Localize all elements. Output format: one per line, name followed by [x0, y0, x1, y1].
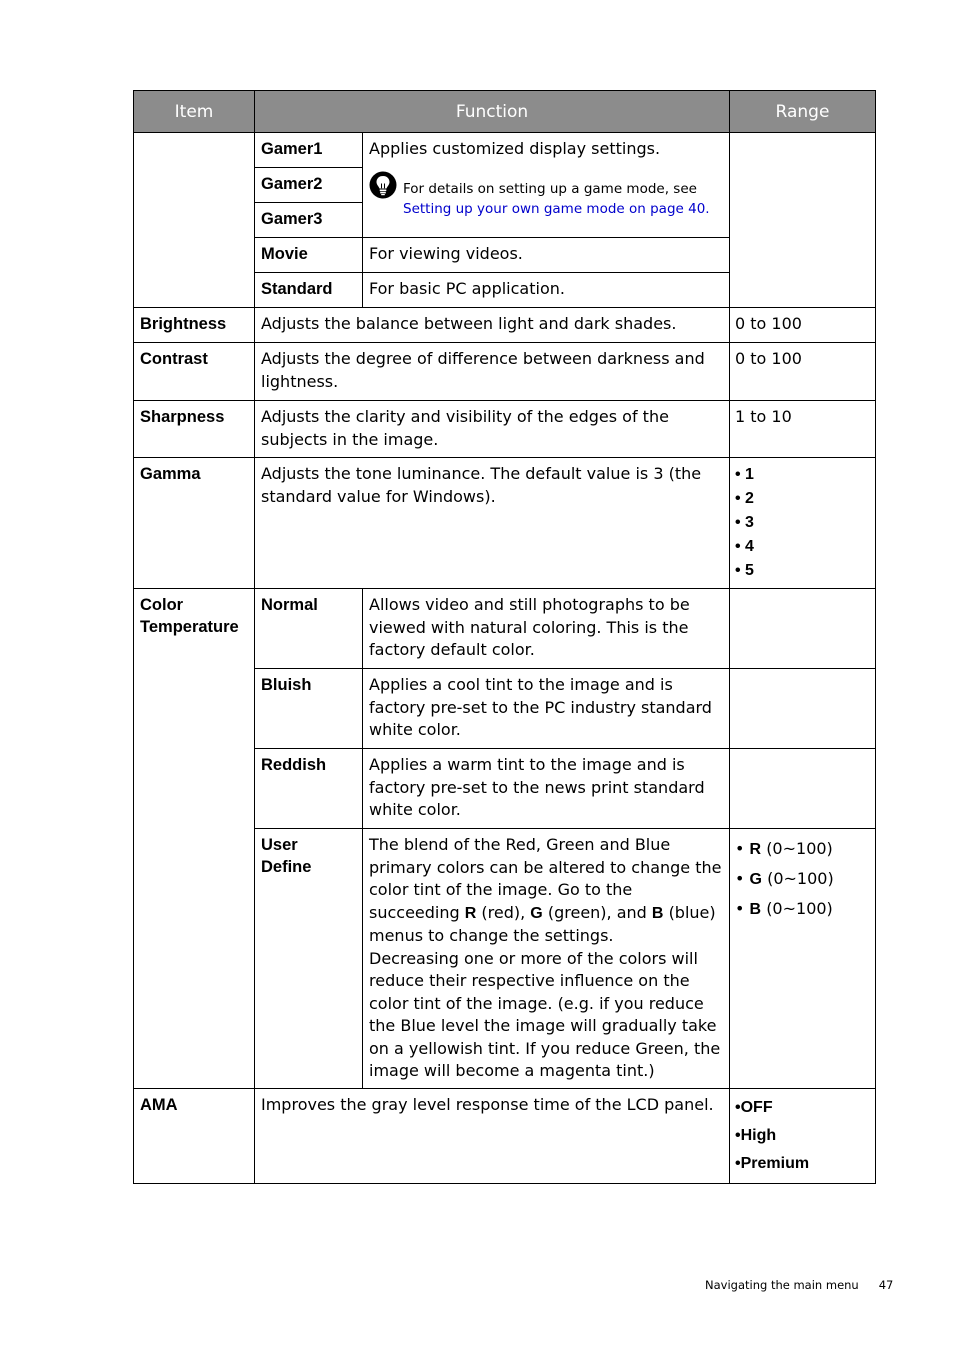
brightness-description: Adjusts the balance between light and dark shades.: [255, 308, 730, 343]
header-range: Range: [730, 91, 876, 133]
gamma-description: Adjusts the tone luminance. The default value is 3 (the standard value for Windows).: [255, 458, 730, 589]
header-function: Function: [255, 91, 730, 133]
gamer-desc-text: Applies customized display settings.: [369, 139, 661, 158]
sub-item-gamer2: Gamer2: [255, 168, 363, 203]
gamma-range: [730, 458, 876, 589]
contrast-range: 0 to 100: [730, 343, 876, 401]
tip-text-block: [403, 175, 710, 219]
range-cell-empty: [730, 133, 876, 308]
sub-item-reddish: Reddish: [255, 749, 363, 829]
lightbulb-icon: [369, 171, 397, 199]
range-cell-empty: [730, 669, 876, 749]
gamma-option: • 3: [735, 514, 754, 531]
settings-table: [133, 90, 876, 1184]
gamer-description: [363, 133, 730, 238]
sharpness-description: Adjusts the clarity and visibility of the edges of the subjects in the image.: [255, 401, 730, 458]
standard-description: For basic PC application.: [363, 273, 730, 308]
table-header-row: [134, 91, 876, 133]
ama-option: •Premium: [735, 1154, 810, 1172]
table-row: [134, 343, 876, 401]
r-letter: R: [464, 904, 477, 922]
tip-note: [369, 175, 723, 219]
gamma-option: • 2: [735, 490, 754, 507]
table-row: [134, 1088, 876, 1183]
range-g: • G (0~100): [735, 869, 834, 888]
user-define-desc-part2: Decreasing one or more of the colors will reduce their respective influence on the color tint of the image. (e.g. if you reduce the Blue level the image will gradually take on a yellowish tint. If you reduce Green, the image will become a magenta tint.): [369, 948, 721, 1080]
table-row: [134, 133, 876, 168]
ama-range: [730, 1088, 876, 1183]
gamma-option: • 4: [735, 538, 754, 555]
color-temp-label-line1: Color: [140, 596, 184, 614]
header-item: Item: [134, 91, 255, 133]
sub-item-movie: Movie: [255, 238, 363, 273]
bluish-description: Applies a cool tint to the image and is factory pre-set to the PC industry standard white color.: [363, 669, 730, 749]
user-define-range: [730, 829, 876, 1089]
table-row: [134, 458, 876, 589]
reddish-description: Applies a warm tint to the image and is factory pre-set to the news print standard white color.: [363, 749, 730, 829]
item-contrast: Contrast: [134, 343, 255, 401]
sub-item-gamer3: Gamer3: [255, 203, 363, 238]
table-row: [134, 308, 876, 343]
page-number: 47: [878, 1278, 894, 1292]
sharpness-range: 1 to 10: [730, 401, 876, 458]
item-ama: AMA: [134, 1088, 255, 1183]
gamma-option: • 1: [735, 466, 754, 483]
item-cell-empty: [134, 133, 255, 308]
range-r: • R (0~100): [735, 839, 833, 858]
ama-option: •OFF: [735, 1098, 773, 1116]
item-brightness: Brightness: [134, 308, 255, 343]
sub-item-bluish: Bluish: [255, 669, 363, 749]
page-footer: [705, 1278, 893, 1292]
b-text: (blue) menus to change the settings.: [369, 902, 716, 945]
g-letter: G: [530, 904, 543, 922]
tip-link[interactable]: Setting up your own game mode on page 40.: [403, 200, 710, 217]
r-text: (red),: [481, 902, 526, 922]
sub-item-user-define: [255, 829, 363, 1089]
g-text: (green), and: [547, 902, 647, 922]
footer-section-title: Navigating the main menu: [705, 1278, 859, 1292]
color-temp-label-line2: Temperature: [140, 618, 239, 636]
user-define-desc-part1: The blend of the Red, Green and Blue primary colors can be altered to change the color tint of the image. Go to the succeeding: [369, 835, 722, 922]
item-gamma: Gamma: [134, 458, 255, 589]
range-cell-empty: [730, 589, 876, 669]
tip-text: For details on setting up a game mode, see: [403, 180, 697, 197]
contrast-description: Adjusts the degree of difference between darkness and lightness.: [255, 343, 730, 401]
brightness-range: 0 to 100: [730, 308, 876, 343]
ama-option: •High: [735, 1126, 777, 1144]
range-b: • B (0~100): [735, 899, 833, 918]
ama-description: Improves the gray level response time of the LCD panel.: [255, 1088, 730, 1183]
b-letter: B: [651, 904, 664, 922]
table-row: [134, 589, 876, 669]
user-define-label-line1: User: [261, 836, 298, 854]
normal-description: Allows video and still photographs to be viewed with natural coloring. This is the factory default color.: [363, 589, 730, 669]
table-row: [134, 401, 876, 458]
gamma-option: • 5: [735, 562, 754, 579]
user-define-label-line2: Define: [261, 858, 312, 876]
item-sharpness: Sharpness: [134, 401, 255, 458]
movie-description: For viewing videos.: [363, 238, 730, 273]
sub-item-normal: Normal: [255, 589, 363, 669]
sub-item-gamer1: Gamer1: [255, 133, 363, 168]
sub-item-standard: Standard: [255, 273, 363, 308]
user-define-description: [363, 829, 730, 1089]
range-cell-empty: [730, 749, 876, 829]
item-color-temperature: [134, 589, 255, 1089]
